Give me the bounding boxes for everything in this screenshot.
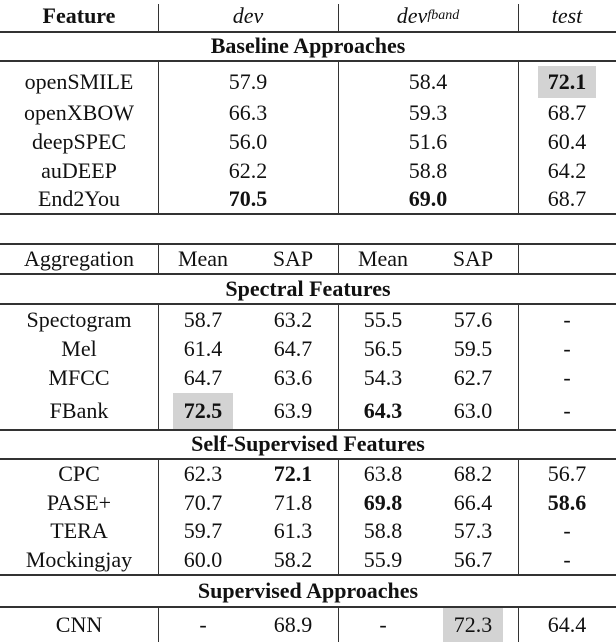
header-dev-fband: dev fband <box>396 2 460 28</box>
header-sap: SAP <box>452 246 494 271</box>
header-sap: SAP <box>272 246 314 271</box>
table-row <box>0 184 616 213</box>
section-supervised <box>0 576 616 606</box>
section-title: Self-Supervised Features <box>191 431 425 456</box>
cell-dev: 66.3 <box>228 99 268 125</box>
table-row <box>0 459 616 488</box>
section-baseline <box>0 31 616 60</box>
row-name: Mel <box>61 335 97 361</box>
cell: - <box>563 335 571 361</box>
cell: 58.7 <box>183 306 223 332</box>
row-name: Spectogram <box>26 306 132 332</box>
row-name: Mockingjay <box>25 546 133 572</box>
cell-test: 68.7 <box>547 185 587 211</box>
cell: 64.3 <box>363 398 403 423</box>
cell: 62.3 <box>183 460 223 486</box>
cell: 70.7 <box>183 489 223 515</box>
cell: - <box>379 612 387 637</box>
cell: 59.7 <box>183 517 223 543</box>
table-row <box>0 393 616 429</box>
cell: 63.2 <box>273 306 313 332</box>
rule-table1-bottom <box>0 213 616 215</box>
cell: 64.7 <box>273 335 313 361</box>
cell: - <box>563 398 571 423</box>
cell: 71.8 <box>273 489 313 515</box>
row-name: deepSPEC <box>31 128 127 154</box>
table-row <box>0 305 616 334</box>
table-row <box>0 545 616 574</box>
cell: 55.9 <box>363 546 403 572</box>
header-aggregation: Aggregation <box>24 246 134 271</box>
cell: 68.9 <box>273 612 313 637</box>
table-row <box>0 156 616 185</box>
cell-dev: 70.5 <box>228 185 268 211</box>
row-name: CPC <box>58 460 100 486</box>
cell: - <box>563 517 571 543</box>
header-mean: Mean <box>357 246 409 271</box>
section-title: Spectral Features <box>225 275 391 301</box>
cell: 57.6 <box>453 306 493 332</box>
cell: 58.2 <box>273 546 313 572</box>
cell: 61.4 <box>183 335 223 361</box>
cell: 72.1 <box>273 460 313 486</box>
cell: 69.8 <box>363 489 403 515</box>
cell: 64.4 <box>547 612 587 637</box>
header-mean: Mean <box>177 246 229 271</box>
cell: 58.8 <box>363 517 403 543</box>
row-name: CNN <box>55 612 103 637</box>
cell: 66.4 <box>453 489 493 515</box>
header-test: test <box>551 2 583 28</box>
cell: - <box>563 546 571 572</box>
table-row <box>0 608 616 642</box>
cell: - <box>199 612 207 637</box>
table1-header-row <box>0 0 616 31</box>
cell-dev-fband: 58.4 <box>408 68 448 94</box>
cell: 62.7 <box>453 364 493 390</box>
cell: 64.7 <box>183 364 223 390</box>
section-spectral <box>0 274 616 303</box>
cell-dev: 62.2 <box>228 157 268 183</box>
cell-dev-fband: 58.8 <box>408 157 448 183</box>
cell: 63.6 <box>273 364 313 390</box>
row-name: End2You <box>37 185 121 211</box>
section-title: Baseline Approaches <box>210 32 406 58</box>
cell-highlighted: 72.3 <box>443 608 503 642</box>
cell-test: 68.7 <box>547 99 587 125</box>
row-name: PASE+ <box>46 489 112 515</box>
cell-test: 64.2 <box>547 157 587 183</box>
cell-dev: 56.0 <box>228 128 268 154</box>
cell: 57.3 <box>453 517 493 543</box>
cell: 61.3 <box>273 517 313 543</box>
cell: 59.5 <box>453 335 493 361</box>
cell-highlighted: 72.5 <box>173 393 233 429</box>
cell: 54.3 <box>363 364 403 390</box>
table-row <box>0 516 616 545</box>
header-dev: dev <box>232 2 264 28</box>
cell: 55.5 <box>363 306 403 332</box>
cell: 63.0 <box>453 398 493 423</box>
cell-dev-fband: 59.3 <box>408 99 448 125</box>
row-name: MFCC <box>48 364 110 390</box>
row-name: TERA <box>50 517 108 543</box>
row-name: openXBOW <box>24 99 134 125</box>
rule-baseline-section-bottom <box>0 60 616 62</box>
cell: 58.6 <box>547 489 587 515</box>
row-name: FBank <box>49 398 109 423</box>
cell-test-highlighted: 72.1 <box>538 66 597 98</box>
cell: 63.8 <box>363 460 403 486</box>
table-row <box>0 488 616 517</box>
table-row <box>0 65 616 98</box>
cell: 56.5 <box>363 335 403 361</box>
cell: - <box>563 306 571 332</box>
table-row <box>0 334 616 363</box>
table2-header-row <box>0 245 616 273</box>
cell: 60.0 <box>183 546 223 572</box>
cell: 56.7 <box>453 546 493 572</box>
cell-dev: 57.9 <box>228 68 268 94</box>
row-name: auDEEP <box>41 157 117 183</box>
section-self-supervised <box>0 430 616 458</box>
section-title: Supervised Approaches <box>197 578 419 603</box>
cell-test: 60.4 <box>547 128 587 154</box>
table-row <box>0 363 616 392</box>
cell: 63.9 <box>273 398 313 423</box>
table-row <box>0 127 616 156</box>
cell: - <box>563 364 571 390</box>
row-name: openSMILE <box>24 68 134 94</box>
cell: 68.2 <box>453 460 493 486</box>
cell: 56.7 <box>547 460 587 486</box>
cell-dev-fband: 51.6 <box>408 128 448 154</box>
header-feature: Feature <box>42 2 116 28</box>
header-empty <box>518 245 616 273</box>
cell-dev-fband: 69.0 <box>408 185 448 211</box>
table-row <box>0 98 616 127</box>
